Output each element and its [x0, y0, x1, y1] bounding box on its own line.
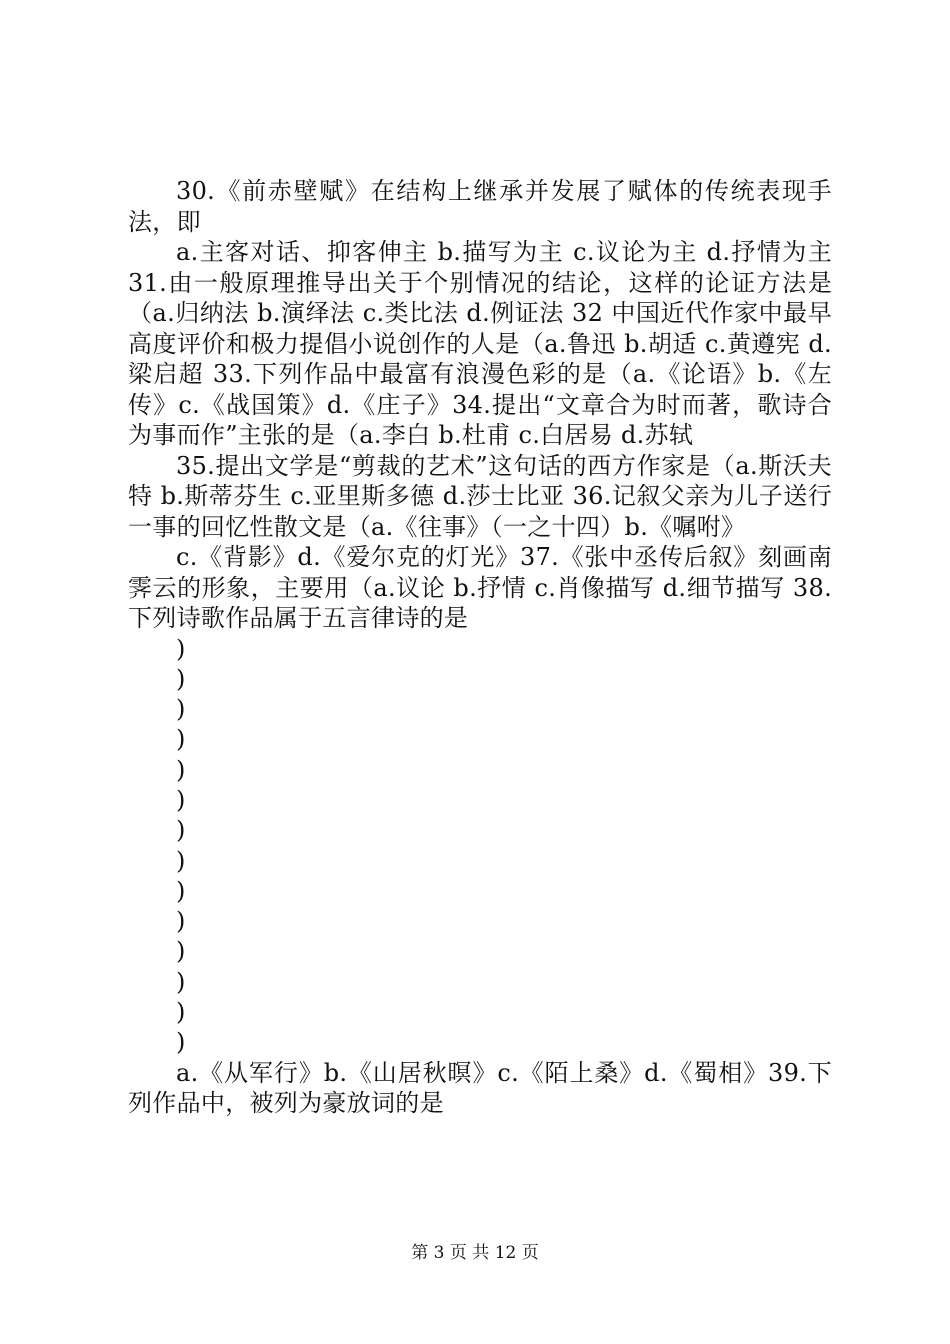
closing-paren: ) — [176, 664, 186, 693]
closing-paren: ) — [176, 967, 186, 996]
paragraph-q36-options-q37-q38: c.《背影》d.《爱尔克的灯光》37.《张中丞传后叙》刻画南霁云的形象，主要用（a.议论 b.抒情 c.肖像描写 d.细节描写 38.下列诗歌作品属于五言律诗的是 — [128, 543, 832, 632]
closing-paren: ) — [176, 785, 186, 814]
closing-paren: ) — [176, 846, 186, 875]
paragraph-q30: 30.《前赤壁赋》在结构上继承并发展了赋体的传统表现手法，即 — [128, 177, 832, 236]
closing-paren: ) — [176, 937, 186, 966]
paragraph-q35-q36: 35.提出文学是“剪裁的艺术”这句话的西方作家是（a.斯沃夫特 b.斯蒂芬生 c.亚里斯多德 d.莎士比亚 36.记叙父亲为儿子送行一事的回忆性散文是（a.《往事》（一之十四）b.《嘱咐》 — [128, 451, 832, 541]
closing-paren: ) — [176, 634, 186, 663]
paragraph-q38-options-q39: a.《从军行》b.《山居秋暝》c.《陌上桑》d.《蜀相》39.下列作品中，被列为豪放词的是 — [128, 1058, 832, 1118]
page-number-footer: 第 3 页 共 12 页 — [411, 1243, 539, 1263]
closing-paren-list — [128, 634, 832, 1058]
closing-paren: ) — [176, 695, 186, 724]
paragraph-q30-options-q31-q34: a.主客对话、抑客伸主 b.描写为主 c.议论为主 d.抒情为主 31.由一般原理推导出关于个别情况的结论，这样的论证方法是（a.归纳法 b.演绎法 c.类比法 d.例证法 32 中国近代作家中最早高度评价和极力提倡小说创作的人是（a.鲁迅 b.胡适 c.黄遵宪 d.梁启超 33.下列作品中最富有浪漫色彩的是（a.《论语》b.《左传》c.《战国策》d.《庄子》34.提出“文章合为时而著，歌诗合为事而作”主张的是（a.李白 b.杜甫 c.白居易 d.苏轼 — [128, 238, 832, 449]
closing-paren: ) — [176, 755, 186, 784]
closing-paren: ) — [176, 876, 186, 905]
closing-paren: ) — [176, 907, 186, 936]
closing-paren: ) — [176, 725, 186, 754]
closing-paren: ) — [176, 816, 186, 845]
closing-paren: ) — [176, 998, 186, 1027]
closing-paren: ) — [176, 1028, 186, 1057]
document-body — [128, 176, 832, 1119]
